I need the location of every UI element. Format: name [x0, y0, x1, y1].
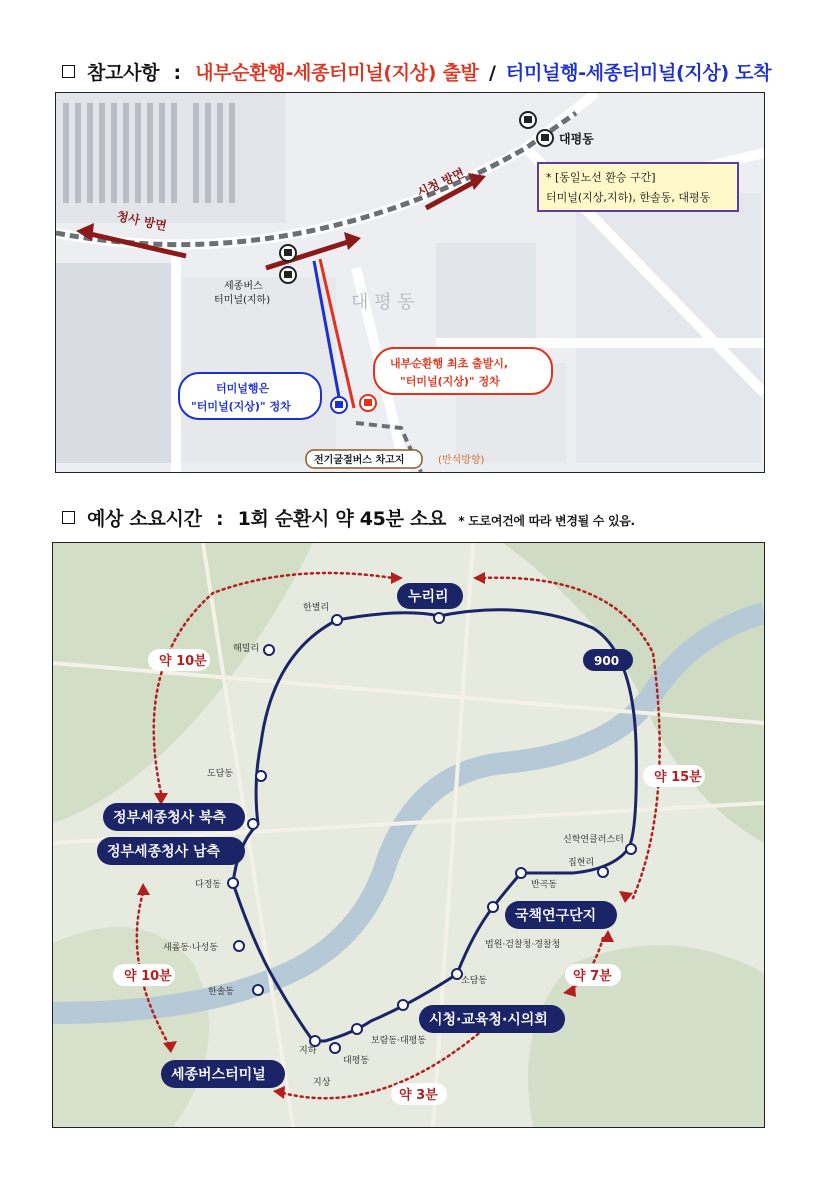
travel-time-heading [62, 504, 635, 531]
heading-bullet-box [62, 65, 75, 78]
loop-route-map [52, 542, 765, 1128]
label-dajeong: 다정동 [195, 880, 222, 890]
label-boram: 보람동·대평동 [371, 1036, 427, 1046]
route-900-label: 900 [594, 654, 620, 668]
callout-internal-line2: "터미널(지상)" 정차 [400, 375, 500, 388]
stop-bus-terminal-label: 세종버스터미널 [171, 1067, 266, 1083]
terminal-detail-map-svg [56, 93, 764, 472]
label-court: 법원·검찰청·경찰청 [485, 940, 561, 950]
terminal-underground-line2: 터미널(지하) [214, 295, 271, 306]
label-bangok: 반곡동 [531, 880, 558, 890]
transfer-list: 터미널(지상,지하), 한솔동, 대평동 [546, 191, 711, 204]
terminal-detail-map [55, 92, 765, 473]
label-sodam: 소담동 [461, 976, 488, 986]
callout-internal-line1: 내부순환행 최초 출발시, [390, 357, 509, 370]
reference-label: 참고사항 [87, 62, 160, 84]
travel-time-note: * 도로여건에 따라 변경될 수 있음. [458, 514, 635, 528]
travel-time-label: 예상 소요시간 [87, 508, 202, 530]
label-daepyeong: 대평동 [343, 1056, 370, 1066]
depart-text: 내부순환행-세종터미널(지상) 출발 [195, 62, 479, 84]
dir-gov-label: 청사 방면 [115, 208, 168, 234]
loop-route-map-svg [53, 543, 764, 1127]
time-label-5: 약 3분 [399, 1088, 438, 1103]
district-watermark: 대 평 동 [351, 292, 415, 313]
heading-colon: : [173, 62, 181, 84]
garage-label: 전기굴절버스 차고지 [314, 455, 405, 466]
callout-terminal-line1: 터미널행은 [216, 382, 270, 395]
stop-gov-north-label: 정부세종청사 북측 [113, 810, 227, 826]
label-jiha: 지하 [299, 1046, 317, 1056]
label-dodam: 도담동 [207, 769, 234, 779]
label-haemilli: 해밀리 [233, 644, 260, 654]
stop-city-hall-label: 시청·교육청·시의회 [429, 1012, 548, 1028]
label-jipyeon: 집현리 [568, 858, 595, 868]
time-label-3: 약 10분 [124, 969, 172, 984]
garage-dir-label: (반석방향) [438, 455, 485, 466]
label-hansol: 한솔동 [208, 987, 235, 997]
heading-colon-2: : [215, 508, 224, 530]
time-label-2: 약 15분 [654, 770, 702, 785]
label-hanbyeolli: 한별리 [303, 603, 330, 613]
callout-terminal-line2: "터미널(지상)" 정차 [191, 400, 291, 413]
label-cluster: 신학연클러스터 [563, 835, 624, 845]
heading-bullet-box-2 [62, 511, 75, 524]
stop-gov-south-label: 정부세종청사 남측 [107, 844, 221, 860]
terminal-underground-line1: 세종버스 [224, 281, 263, 292]
label-saerom: 새롬동·나성동 [163, 943, 219, 953]
label-jisang: 지상 [313, 1078, 331, 1088]
reference-heading [62, 58, 771, 85]
daepyeong-stop-label: 대평동 [559, 132, 594, 146]
dir-city-hall-label: 시청 방면 [414, 165, 467, 200]
stop-research-label: 국책연구단지 [515, 908, 597, 924]
heading-slash: / [488, 62, 496, 84]
time-label-1: 약 10분 [159, 654, 207, 669]
transfer-title: * [동일노선 환승 구간] [546, 171, 656, 184]
arrive-text: 터미널행-세종터미널(지상) 도착 [505, 62, 772, 84]
travel-time-value: 1회 순환시 약 45분 소요 [237, 508, 447, 530]
time-label-4: 약 7분 [573, 969, 612, 984]
stop-nuriri-label: 누리리 [408, 589, 449, 605]
